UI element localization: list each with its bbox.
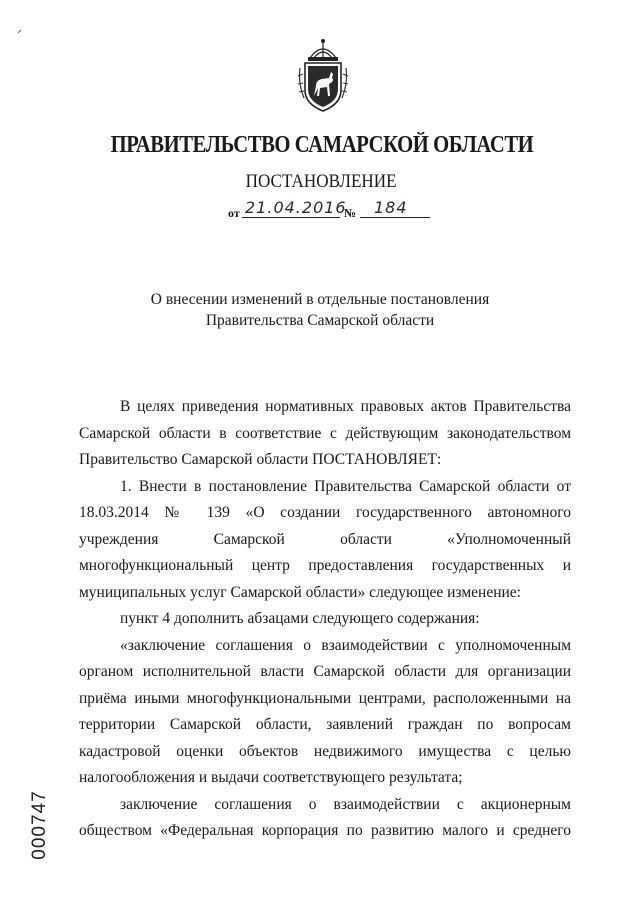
subject-line-1: О внесении изменений в отдельные постановления: [150, 291, 490, 308]
body-paragraph: пункт 4 дополнить абзацами следующего содержания:: [120, 610, 480, 627]
handwritten-number: 184: [374, 198, 408, 217]
serial-number: 000747: [29, 790, 50, 860]
body-paragraph: 1. Внести в постановление Правительства Самарской области от 18.03.2014 № 139 «О создании государственного автономного учреждения Самарской области «Уполномоченный многофункциональный центр предоставления государственных и муниципальных услуг Самарской области» следующее изменение:: [79, 477, 571, 601]
date-underline: [242, 217, 340, 218]
number-underline: [360, 217, 430, 218]
date-prefix: от: [228, 206, 240, 220]
body-paragraph: В целях приведения нормативных правовых актов Правительства Самарской области в соответствие с действующим законодательством Правительство Самарской области ПОСТАНОВЛЯЕТ:: [79, 398, 571, 468]
organization-title: ПРАВИТЕЛЬСТВО САМАРСКОЙ ОБЛАСТИ: [110, 132, 534, 158]
margin-serial-stamp: [28, 790, 52, 860]
document-subject: [0, 289, 640, 331]
samara-oblast-coat-of-arms-icon: [296, 38, 350, 114]
document-body: [79, 394, 571, 845]
body-paragraph: заключение соглашения о взаимодействии с акционерным обществом «Федеральная корпорация по развитию малого и среднего: [79, 795, 571, 839]
scan-speck: [18, 30, 22, 34]
document-type: ПОСТАНОВЛЕНИЕ: [245, 171, 397, 192]
subject-line-2: Правительства Самарской области: [205, 312, 435, 329]
handwritten-date: 21.04.2016: [245, 198, 347, 217]
number-label: №: [344, 206, 357, 220]
body-paragraph: «заключение соглашения о взаимодействии с уполномоченным органом исполнительной власти Самарской области для организации приёма иными многофункциональными центрами, расположенными на территории Самарской области, заявлений граждан по вопросам кадастровой оценки объектов недвижимого имущества с целью налогообложения и выдачи соответствующего результата;: [79, 636, 571, 786]
